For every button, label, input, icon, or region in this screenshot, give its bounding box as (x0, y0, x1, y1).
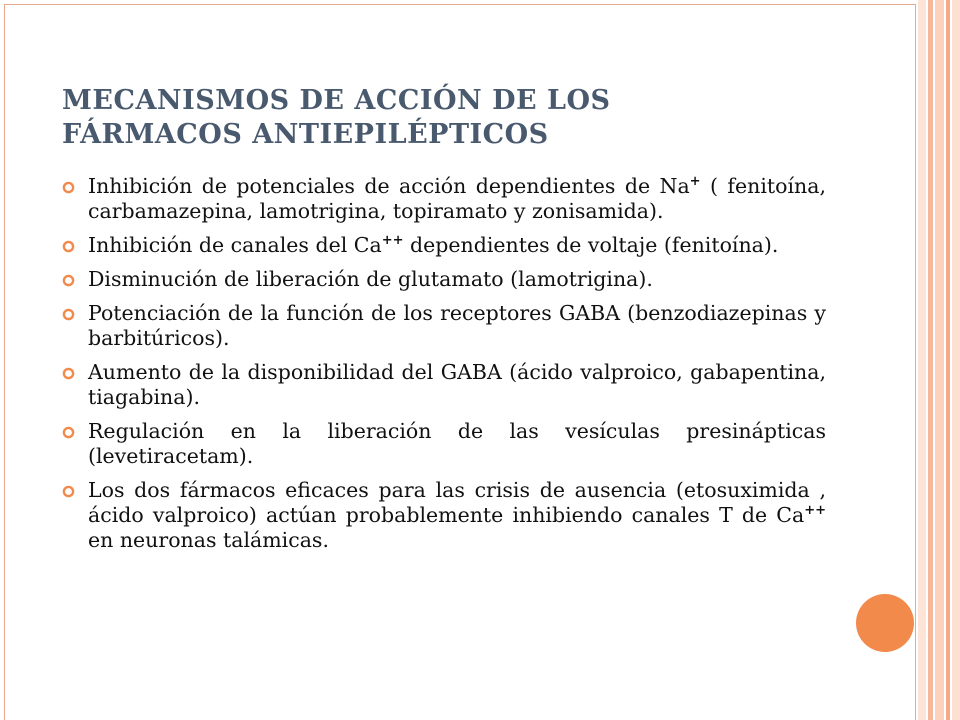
bullet-text: Inhibición de canales del Ca (88, 233, 382, 257)
bullet-item (62, 174, 826, 224)
bullet-list (62, 174, 826, 562)
bullet-text: dependientes de voltaje (fenitoína). (403, 233, 779, 257)
bullet-item (62, 478, 826, 553)
bullet-item (62, 360, 826, 410)
side-stripe (928, 0, 933, 720)
slide-title-line-2: FÁRMACOS ANTIEPILÉPTICOS (62, 119, 549, 150)
orange-ring-bullet-icon (62, 426, 75, 439)
orange-ring-bullet-icon (62, 274, 75, 287)
bullet-superscript: ++ (804, 503, 826, 519)
orange-ring-bullet-icon (62, 308, 75, 321)
side-stripe (946, 0, 950, 720)
orange-ring-bullet-icon (62, 367, 75, 380)
bullet-text: ( fenitoína, carbamazepina, lamotrigina, topiramato y zonisamida). (88, 174, 826, 223)
bullet-superscript: + (689, 174, 701, 190)
orange-circle-decoration (856, 594, 914, 652)
bullet-superscript: ++ (381, 233, 404, 249)
orange-ring-bullet-icon (62, 181, 75, 194)
bullet-text: Aumento de la disponibilidad del GABA (ácido valproico, gabapentina, tiagabina). (88, 360, 826, 409)
bullet-text: Regulación en la liberación de las vesículas presinápticas (levetiracetam). (88, 419, 826, 468)
bullet-item (62, 419, 826, 469)
bullet-text: Disminución de liberación de glutamato (lamotrigina). (88, 267, 653, 291)
bullet-item (62, 267, 826, 292)
side-stripe (952, 0, 960, 720)
orange-ring-bullet-icon (62, 485, 75, 498)
decorative-side-stripes (918, 0, 960, 720)
slide-title-line-1: MECANISMOS DE ACCIÓN DE LOS (62, 85, 611, 116)
bullet-text: Los dos fármacos eficaces para las crisis de ausencia (etosuximida , ácido valproico) actúan probablemente inhibiendo canales T de Ca (88, 478, 826, 527)
bullet-text: Potenciación de la función de los receptores GABA (benzodiazepinas y barbitúricos). (88, 301, 826, 350)
side-stripe (935, 0, 944, 720)
bullet-item (62, 301, 826, 351)
side-stripe (918, 0, 926, 720)
bullet-text: en neuronas talámicas. (88, 528, 329, 552)
slide-title (62, 84, 882, 152)
bullet-text: Inhibición de potenciales de acción dependientes de Na (88, 174, 690, 198)
bullet-item (62, 233, 826, 258)
orange-ring-bullet-icon (62, 240, 75, 253)
